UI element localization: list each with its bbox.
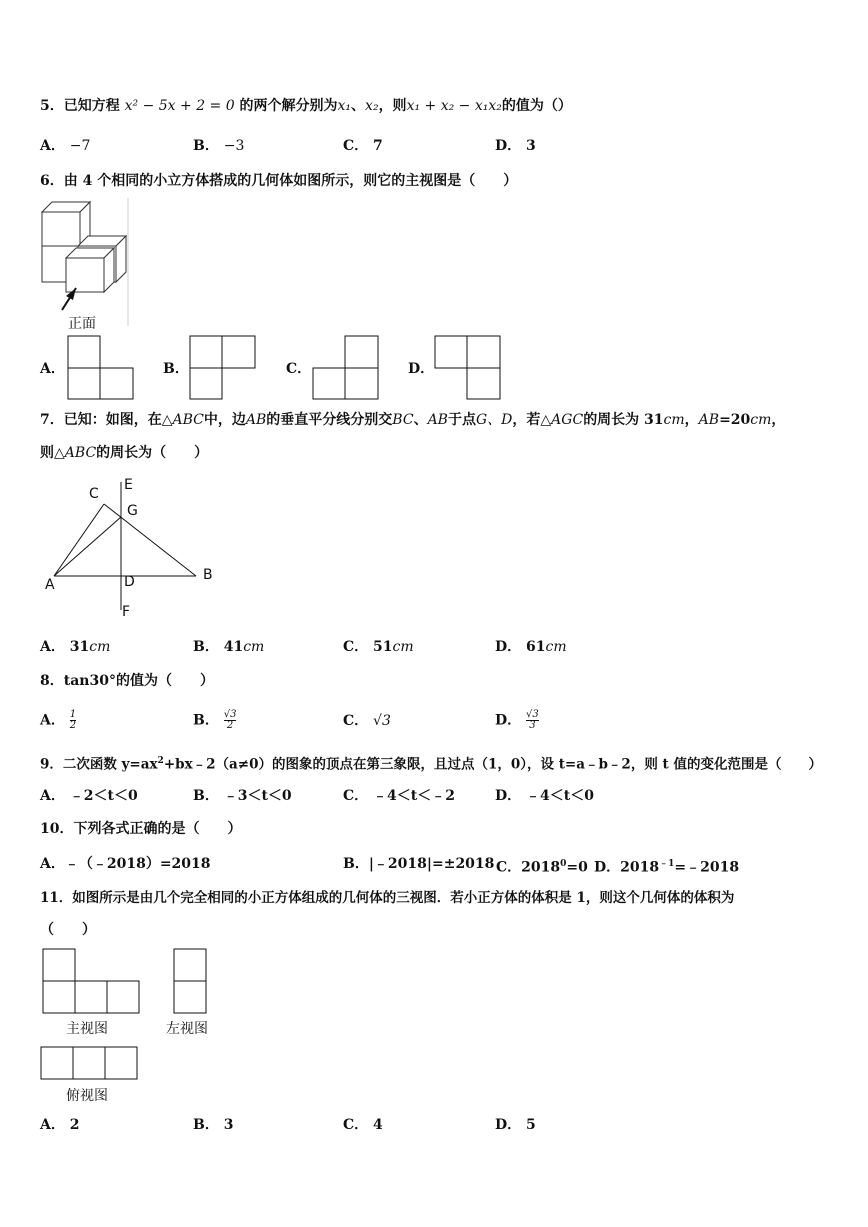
q6-stem: 6．由 4 个相同的小立方体搭成的几何体如图所示，则它的主视图是（ ） (40, 173, 518, 189)
q8-option-c[interactable]: C． √3 (343, 713, 391, 729)
q7-label-d: D (124, 574, 135, 590)
q7-option-b[interactable]: B． 41cm (193, 639, 265, 655)
q5-option-d[interactable]: D． 3 (495, 138, 536, 154)
q5-option-a[interactable]: A． −7 (40, 138, 91, 154)
q8-option-d[interactable]: D． $\frac{√3}{3}$ (495, 709, 539, 731)
q6-option-d-label[interactable]: D． (408, 361, 435, 377)
q6-option-b-label[interactable]: B． (163, 361, 189, 377)
q7-stem-line2: 则△ABC的周长为（ ） (40, 445, 209, 461)
q8-stem: 8．tan30°的值为（ ） (40, 673, 214, 689)
q10-option-d[interactable]: D．$2018^{﹣1}=﹣2018$ (594, 859, 740, 876)
q11-front-view-caption: 主视图 (66, 1021, 108, 1037)
q6-option-c-label[interactable]: C． (286, 361, 312, 377)
q11-left-view-figure (173, 948, 209, 1016)
q5-option-b[interactable]: B． −3 (193, 138, 245, 154)
q11-option-b[interactable]: B． 3 (193, 1117, 234, 1133)
q6-option-a-label[interactable]: A． (40, 361, 65, 377)
q9-option-c[interactable]: C． ﹣4＜t＜﹣2 (343, 788, 455, 804)
q5-stem: 5．已知方程 x² − 5x + 2 = 0 的两个解分别为x₁、x₂，则x₁ + x₂ − x₁x₂的值为（） (40, 98, 572, 114)
q6-option-b-figure[interactable] (189, 335, 257, 400)
q9-option-b[interactable]: B． ﹣3＜t＜0 (193, 788, 292, 804)
q5-expression: x₁ + x₂ − x₁x₂ (406, 98, 502, 114)
q11-top-view-caption: 俯视图 (66, 1088, 108, 1104)
q8-option-a-fraction: $\frac{1}{2}$ (69, 709, 77, 731)
q10-option-a[interactable]: A．﹣（﹣2018）=2018 (40, 856, 211, 872)
q8-option-d-fraction: $\frac{√3}{3}$ (526, 709, 539, 731)
q6-cube-figure (40, 198, 130, 330)
q8-option-b[interactable]: B． $\frac{√3}{2}$ (193, 709, 237, 731)
q9-option-a[interactable]: A． ﹣2＜t＜0 (40, 788, 138, 804)
q11-left-view-caption: 左视图 (166, 1021, 208, 1037)
q11-option-a[interactable]: A． 2 (40, 1117, 80, 1133)
q11-top-view-figure (40, 1046, 140, 1082)
q7-option-d[interactable]: D． 61cm (495, 639, 567, 655)
q11-option-d[interactable]: D． 5 (495, 1117, 536, 1133)
q7-label-a: A (45, 577, 55, 593)
q10-stem: 10．下列各式正确的是（ ） (40, 821, 242, 837)
q10-option-c[interactable]: C．$2018^0=0$ (496, 859, 588, 876)
q7-label-c: C (89, 486, 99, 502)
q10-option-b[interactable]: B．|﹣2018|=±2018 (343, 856, 495, 872)
q9-option-d[interactable]: D． ﹣4＜t＜0 (495, 788, 594, 804)
q9-stem: 9．二次函数 $y=ax^2+bx﹣2(a\ne 0)$的图象的顶点在第三象限，且过点（1，0），设 t=a﹣b﹣2，则 t 值的变化范围是（ ） (40, 756, 822, 773)
q7-option-c[interactable]: C． 51cm (343, 639, 414, 655)
q11-stem-line2: （ ） (40, 922, 96, 938)
q8-option-b-fraction: $\frac{√3}{2}$ (223, 709, 237, 731)
q11-stem-line1: 11．如图所示是由几个完全相同的小正方体组成的几何体的三视图．若小正方体的体积是 1，则这个几何体的体积为 (40, 890, 735, 906)
q7-triangle-figure (40, 478, 230, 623)
q11-option-c[interactable]: C． 4 (343, 1117, 383, 1133)
q6-option-a-figure[interactable] (67, 335, 135, 400)
q5-option-c[interactable]: C． 7 (343, 138, 383, 154)
q8-option-a[interactable]: A． $\frac{1}{2}$ (40, 709, 77, 731)
q7-label-e: E (124, 477, 133, 493)
q5-equation: x² − 5x + 2 = 0 (124, 98, 235, 114)
q7-stem-line1: 7．已知：如图，在△ABC中，边AB的垂直平分线分别交BC、AB于点G、D，若△AGC的周长为 31cm，AB=20cm， (40, 412, 786, 428)
q7-label-g: G (127, 503, 138, 519)
q7-label-f: F (122, 604, 131, 620)
q6-front-label: 正面 (68, 316, 96, 332)
q11-front-view-figure (42, 948, 142, 1016)
q7-label-b: B (203, 567, 213, 583)
q6-option-d-figure[interactable] (434, 335, 502, 400)
q6-option-c-figure[interactable] (312, 335, 380, 400)
q7-option-a[interactable]: A． 31cm (40, 639, 111, 655)
